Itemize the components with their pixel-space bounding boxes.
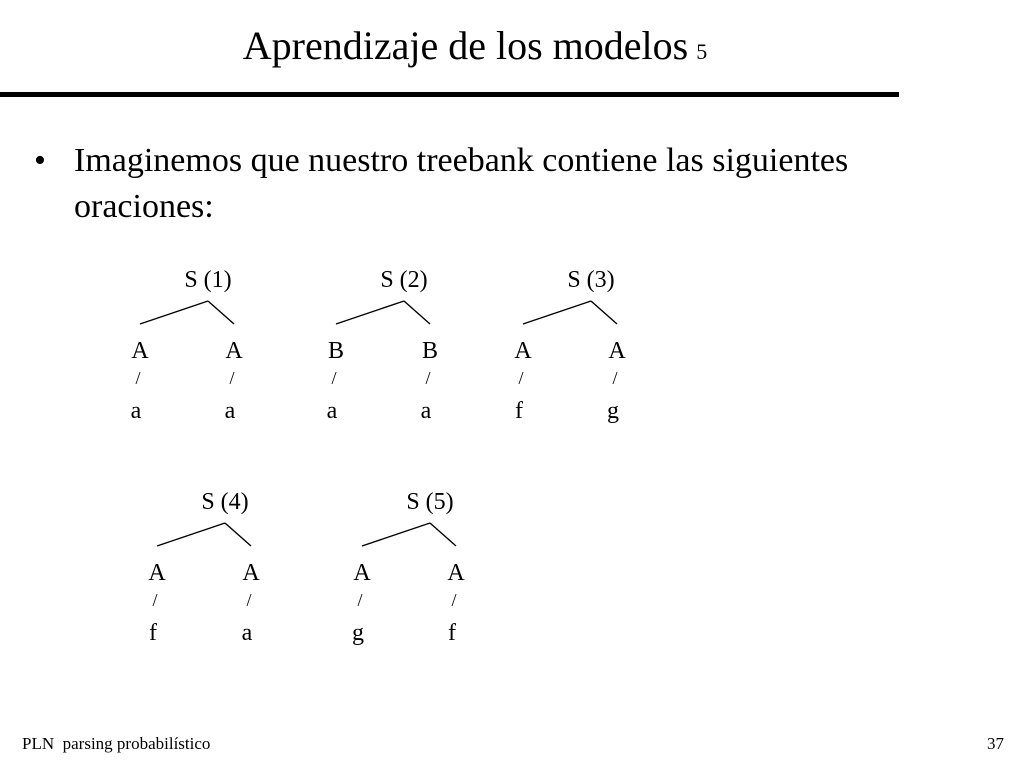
- left-node-label: A: [353, 560, 371, 586]
- left-node-label: A: [514, 338, 532, 364]
- right-node-label: B: [421, 338, 438, 364]
- right-branch-mark: /: [612, 368, 618, 388]
- left-node-label: A: [148, 560, 166, 586]
- right-leaf-word: g: [607, 398, 619, 424]
- parse-tree: [128, 266, 288, 426]
- title-text: Aprendizaje de los modelos: [242, 23, 689, 68]
- left-leaf-word: f: [515, 398, 523, 424]
- right-leaf-word: a: [224, 398, 236, 424]
- tree-branches: [128, 266, 288, 326]
- right-node-label: A: [242, 560, 260, 586]
- right-node-label: A: [608, 338, 626, 364]
- right-leaf-word: f: [448, 620, 456, 646]
- bullet-icon: •: [34, 142, 46, 179]
- left-branch-mark: /: [357, 590, 363, 610]
- parse-tree: [324, 266, 484, 426]
- tree-branches: [350, 488, 510, 548]
- tree-root-label: S (3): [567, 267, 615, 293]
- left-leaf-word: a: [130, 398, 142, 424]
- tree-root-label: S (2): [380, 267, 428, 293]
- left-leaf-word: f: [149, 620, 157, 646]
- slide-title: [0, 18, 950, 80]
- tree-branches: [145, 488, 305, 548]
- right-leaf-word: a: [420, 398, 432, 424]
- parse-tree: [511, 266, 671, 426]
- title-number: 5: [696, 39, 708, 64]
- left-node-label: A: [131, 338, 149, 364]
- tree-root-label: S (4): [201, 489, 249, 515]
- left-leaf-word: g: [352, 620, 364, 646]
- left-branch-mark: /: [135, 368, 141, 388]
- left-branch-mark: /: [152, 590, 158, 610]
- right-branch-mark: /: [425, 368, 431, 388]
- right-branch-mark: /: [246, 590, 252, 610]
- parse-tree: [145, 488, 305, 648]
- bullet-item: [34, 138, 874, 230]
- bullet-text: Imaginemos que nuestro treebank contiene las siguientes oraciones:: [74, 142, 849, 225]
- tree-branches: [324, 266, 484, 326]
- right-branch-mark: /: [229, 368, 235, 388]
- footer-course-label: PLN parsing probabilístico: [22, 734, 211, 753]
- title-divider: [0, 92, 899, 97]
- left-branch-mark: /: [331, 368, 337, 388]
- tree-root-label: S (1): [184, 267, 232, 293]
- right-branch-mark: /: [451, 590, 457, 610]
- slide-number: 37: [987, 734, 1004, 753]
- right-leaf-word: a: [241, 620, 253, 646]
- left-node-label: B: [327, 338, 344, 364]
- parse-tree: [350, 488, 510, 648]
- left-branch-mark: /: [518, 368, 524, 388]
- tree-root-label: S (5): [406, 489, 454, 515]
- right-node-label: A: [447, 560, 465, 586]
- right-node-label: A: [225, 338, 243, 364]
- tree-branches: [511, 266, 671, 326]
- left-leaf-word: a: [326, 398, 338, 424]
